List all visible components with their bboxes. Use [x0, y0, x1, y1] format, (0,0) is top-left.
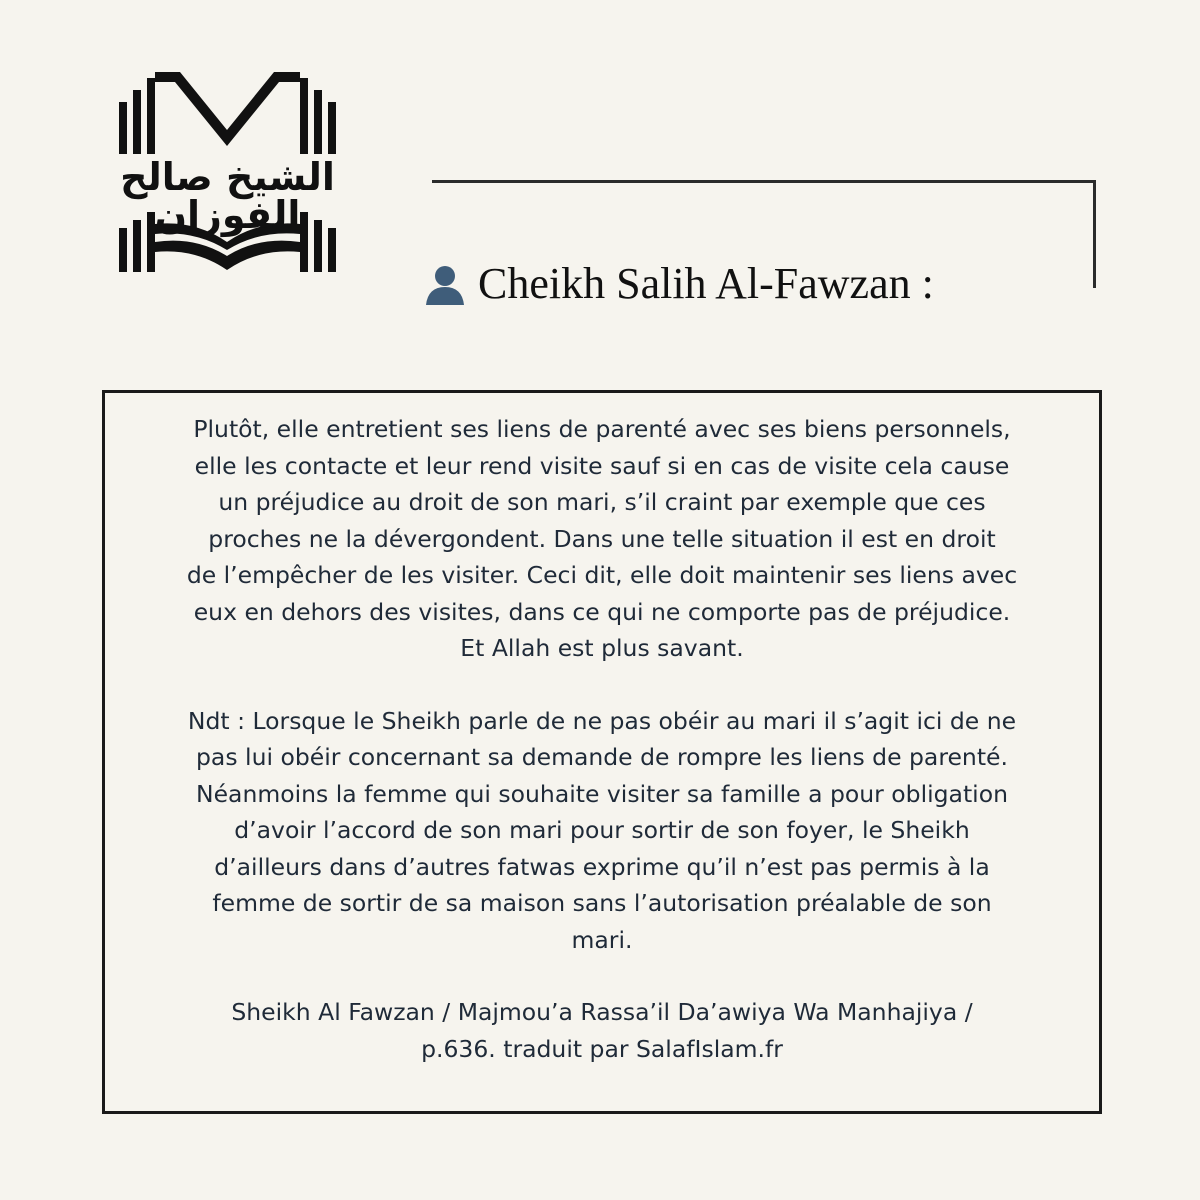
- logo-arabic-title: الشيخ صالح الفوزان: [120, 155, 335, 237]
- quote-box: [102, 390, 1102, 1114]
- spacer: [135, 667, 1069, 703]
- source-citation: Sheikh Al Fawzan / Majmou’a Rassa’il Da’awiya Wa Manhajiya / p.636. traduit par SalafIslam.fr: [231, 998, 973, 1063]
- spacer: [135, 958, 1069, 994]
- page-title-text: Cheikh Salih Al-Fawzan :: [478, 259, 934, 308]
- person-silhouette-icon: [422, 261, 468, 307]
- paragraph-main: Plutôt, elle entretient ses liens de parenté avec ses biens personnels, elle les contacte et leur rend visite sauf si en cas de visite cela cause un préjudice au droit de son mari, s’il craint par exemple que ces proches ne la dévergondent. Dans une telle situation il est en droit de l’empêcher de les visiter. Ceci dit, elle doit maintenir ses liens avec eux en dehors des visites, dans ce qui ne comporte pas de préjudice. Et Allah est plus savant.: [186, 415, 1018, 662]
- page-title: [422, 258, 934, 309]
- paragraph-translator-note: Ndt : Lorsque le Sheikh parle de ne pas obéir au mari il s’agit ici de ne pas lui obéir concernant sa demande de rompre les liens de parenté. Néanmoins la femme qui souhaite visiter sa famille a pour obligation d’avoir l’accord de son mari pour sortir de son foyer, le Sheikh d’ailleurs dans d’autres fatwas exprime qu’il n’est pas permis à la femme de sortir de sa maison sans l’autorisation préalable de son mari.: [187, 706, 1017, 954]
- logo: [55, 60, 400, 280]
